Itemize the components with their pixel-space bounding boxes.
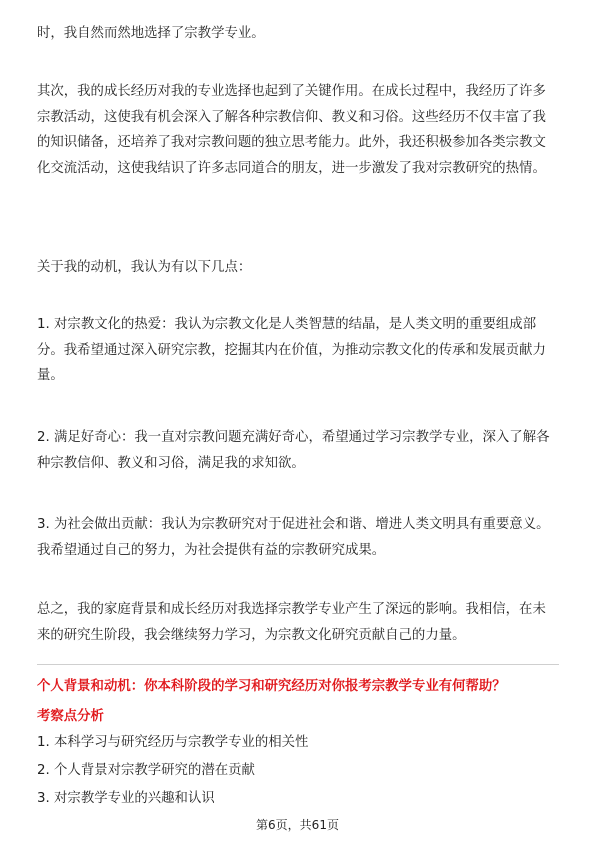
paragraph-conclusion: 总之，我的家庭背景和成长经历对我选择宗教学专业产生了深远的影响。我相信，在未来的研究生阶段，我会继续努力学习，为宗教文化研究贡献自己的力量。 — [37, 602, 546, 643]
paragraph-point-1: 1. 对宗教文化的热爱：我认为宗教文化是人类智慧的结晶，是人类文明的重要组成部分。我希望通过深入研究宗教，挖掘其内在价值，为推动宗教文化的传承和发展贡献力量。 — [37, 317, 546, 383]
paragraph-motivation-intro: 关于我的动机，我认为有以下几点： — [37, 260, 252, 275]
section-divider — [37, 664, 559, 665]
analysis-item: 2. 个人背景对宗教学研究的潜在贡献 — [37, 763, 255, 778]
paragraph-continuation: 时，我自然而然地选择了宗教学专业。 — [37, 26, 265, 41]
paragraph-point-2: 2. 满足好奇心：我一直对宗教问题充满好奇心，希望通过学习宗教学专业，深入了解各种宗教信仰、教义和习俗，满足我的求知欲。 — [37, 430, 550, 471]
analysis-item: 1. 本科学习与研究经历与宗教学专业的相关性 — [37, 735, 309, 750]
analysis-heading: 考察点分析 — [37, 709, 104, 724]
analysis-item: 3. 对宗教学专业的兴趣和认识 — [37, 791, 215, 806]
paragraph-growth-experience: 其次，我的成长经历对我的专业选择也起到了关键作用。在成长过程中，我经历了许多宗教活动，这使我有机会深入了解各种宗教信仰、教义和习俗。这些经历不仅丰富了我的知识储备，还培养了我对宗教问题的独立思考能力。此外，我还积极参加各类宗教文化交流活动，这使我结识了许多志同道合的朋友，进一步激发了我对宗教研究的热情。 — [37, 84, 546, 176]
question-heading: 个人背景和动机：你本科阶段的学习和研究经历对你报考宗教学专业有何帮助？ — [37, 679, 506, 694]
page-number-footer: 第6页，共61页 — [256, 818, 339, 832]
paragraph-point-3: 3. 为社会做出贡献：我认为宗教研究对于促进社会和谐、增进人类文明具有重要意义。我希望通过自己的努力，为社会提供有益的宗教研究成果。 — [37, 517, 550, 558]
